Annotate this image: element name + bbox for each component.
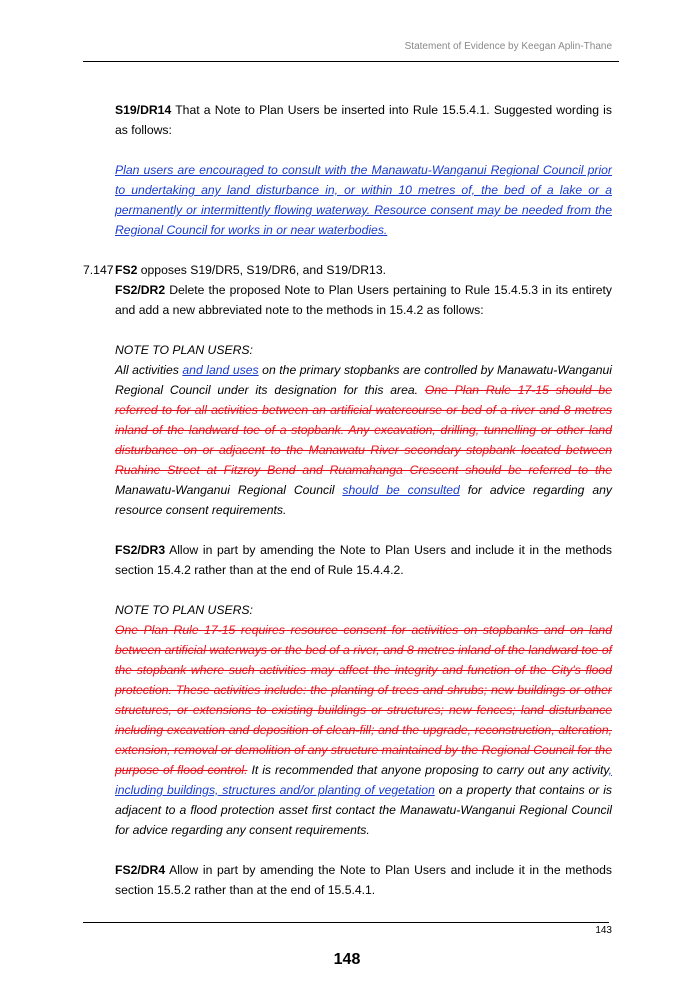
- paragraph-text: opposes S19/DR5, S19/DR6, and S19/DR13.: [137, 263, 386, 277]
- note-title: NOTE TO PLAN USERS:: [115, 343, 253, 357]
- submission-text: That a Note to Plan Users be inserted into Rule 15.5.4.1. Suggested wording is as follows:: [115, 103, 612, 137]
- document-body: [83, 100, 613, 900]
- submission-code: FS2/DR2: [115, 283, 166, 297]
- header-rule: [83, 61, 619, 62]
- submission-text: Delete the proposed Note to Plan Users pertaining to Rule 15.4.5.3 in its entirety and add a new abbreviated note to the methods in 15.4.2 as follows:: [115, 283, 612, 317]
- paragraph-7-147: [83, 260, 612, 280]
- footer-rule: [83, 922, 609, 923]
- submitter-code: FS2: [115, 263, 138, 277]
- inserted-text: and land uses: [182, 363, 259, 377]
- submission-fs2-dr2: [115, 280, 612, 320]
- note-body: All activities and land uses on the primary stopbanks are controlled by Manawatu-Wanganui Regional Council under its designation for this area. One Plan Rule 17-15 should be referred to for all activities between an artificial watercourse or bed of a river and 8 metres inland of the landward toe of a stopbank. Any excavation, drilling, tunnelling or other land disturbance on or adjacent to the Manawatu River secondary stopbank located between Ruahine Street at Fitzroy Bend and Ruamahanga Crescent should be referred to the Manawatu-Wanganui Regional Council should be consulted for advice regarding any resource consent requirements.: [115, 363, 613, 517]
- inserted-note: [115, 160, 612, 240]
- submission-code: FS2/DR3: [115, 543, 166, 557]
- bundle-page-number: 148: [333, 951, 361, 968]
- deleted-text: One Plan Rule 17-15 should be referred to for all activities between an artificial watercourse or bed of a river and 8 metres inland of the landward toe of a stopbank. Any excavation, drilling, tunnelling or other land disturbance on or adjacent to the Manawatu River secondary stopbank located between Ruahine Street at Fitzroy Bend and Ruamahanga Crescent should be referred to the: [115, 383, 612, 477]
- paragraph-number: 7.147: [83, 263, 114, 277]
- inserted-text: Plan users are encouraged to consult with the Manawatu-Wanganui Regional Council prior to undertaking any land disturbance in, or within 10 metres of, the bed of a lake or a permanently or intermittently flowing waterway. Resource consent may be needed from the Regional Council for works in or near waterbodies.: [115, 163, 612, 237]
- submission-text: Allow in part by amending the Note to Plan Users and include it in the methods section 15.5.2 rather than at the end of 15.5.4.1.: [115, 863, 612, 897]
- deleted-text: One Plan Rule 17-15 requires resource consent for activities on stopbanks and on land between artificial waterways or the bed of a river, and 8 metres inland of the landward toe of the stopbank where such activities may affect the integrity and function of the City's flood protection. These activities include: the planting of trees and shrubs; new buildings or other structures, or extensions to existing buildings or structures; new fences; land disturbance including excavation and deposition of clean-fill; and the upgrade, reconstruction, alteration, extension, removal or demolition of any structure maintained by the Regional Council for the purpose of flood control.: [115, 623, 612, 777]
- submission-fs2-dr3: [115, 540, 612, 580]
- submission-fs2-dr4: [115, 860, 612, 900]
- submission-code: FS2/DR4: [115, 863, 166, 877]
- submission-text: Allow in part by amending the Note to Plan Users and include it in the methods section 15.4.2 rather than at the end of Rule 15.4.4.2.: [115, 543, 612, 577]
- inserted-text: , including buildings, structures and/or planting of vegetation: [115, 763, 612, 797]
- note-body: One Plan Rule 17-15 requires resource consent for activities on stopbanks and on land between artificial waterways or the bed of a river, and 8 metres inland of the landward toe of the stopbank where such activities may affect the integrity and function of the City's flood protection. These activities include: the planting of trees and shrubs; new buildings or other structures, or extensions to existing buildings or structures; new fences; land disturbance including excavation and deposition of clean-fill; and the upgrade, reconstruction, alteration, extension, removal or demolition of any structure maintained by the Regional Council for the purpose of flood control. It is recommended that anyone proposing to carry out any activity, including buildings, structures and/or planting of vegetation on a property that contains or is adjacent to a flood protection asset first contact the Manawatu-Wanganui Regional Council for advice regarding any consent requirements.: [115, 623, 613, 837]
- page-number: 143: [595, 925, 612, 936]
- inserted-text: should be consulted: [342, 483, 460, 497]
- submission-code: S19/DR14: [115, 103, 172, 117]
- submission-s19-dr14: [115, 100, 612, 140]
- running-header: Statement of Evidence by Keegan Aplin-Thane: [404, 41, 612, 52]
- note-title: NOTE TO PLAN USERS:: [115, 603, 253, 617]
